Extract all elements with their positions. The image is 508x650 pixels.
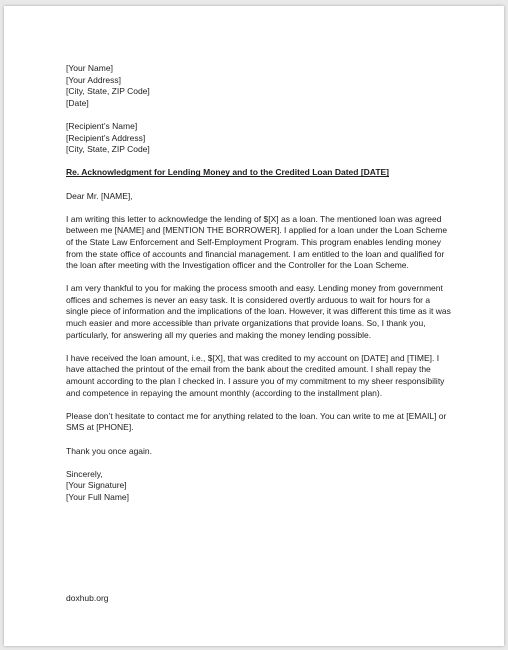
paragraph-2: I am very thankful to you for making the process smooth and easy. Lending money from government offices and schemes is never an easy task. It is considered overtly arduous to wait for hours for a single piece of information and the implications of the loan. However, it was different this time as it was much easier and more accessible than private organizations that provide loans. So, I thank you, particularly, for answering all my queries and making the money lending possible. xyxy=(66,283,451,340)
document-page xyxy=(4,6,504,646)
letter-body xyxy=(66,63,454,504)
subject-line: Re. Acknowledgment for Lending Money and to the Credited Loan Dated [DATE] xyxy=(66,167,390,178)
salutation: Dear Mr. [NAME], xyxy=(66,190,133,201)
recipient-block xyxy=(66,121,454,156)
paragraph-3: I have received the loan amount, i.e., $[X], that was credited to my account on [DATE] and [TIME]. I have attached the printout of the email from the bank about the credited amount. I shall repay the amount according to the plan I checked in. I assure you of my commitment to my sheer responsibility and competence in repaying the amount monthly (according to the installment plan). xyxy=(66,352,445,398)
sender-address: [Your Address] xyxy=(66,74,121,85)
sender-name: [Your Name] xyxy=(66,63,113,73)
recipient-city-state-zip: [City, State, ZIP Code] xyxy=(66,144,150,155)
paragraph-4: Please don’t hesitate to contact me for anything related to the loan. You can write to me at [EMAIL] or SMS at [PHONE]. xyxy=(66,410,447,433)
footer-source: doxhub.org xyxy=(66,593,109,603)
signature: [Your Signature] xyxy=(66,480,127,491)
recipient-name: [Recipient’s Name] xyxy=(66,120,138,131)
sender-city-state-zip: [City, State, ZIP Code] xyxy=(66,86,150,97)
paragraph-1: I am writing this letter to acknowledge the lending of $[X] as a loan. The mentioned loan was agreed between me [NAME] and [MENTION THE BORROWER]. I applied for a loan under the Loan Scheme of the State Law Enforcement and Self-Employment Program. This program enables lending money from the state office of accounts and financial management. I am entitled to the loan and qualified for the loan after meeting with the Investigation officer and the Controller for the Loan Scheme. xyxy=(66,213,448,271)
valediction: Sincerely, xyxy=(66,468,103,479)
recipient-address: [Recipient’s Address] xyxy=(66,132,146,143)
sender-block xyxy=(66,63,454,109)
closing-block xyxy=(66,469,454,504)
sender-date: [Date] xyxy=(66,97,89,108)
paragraph-5: Thank you once again. xyxy=(66,445,153,456)
full-name: [Your Full Name] xyxy=(66,491,129,502)
